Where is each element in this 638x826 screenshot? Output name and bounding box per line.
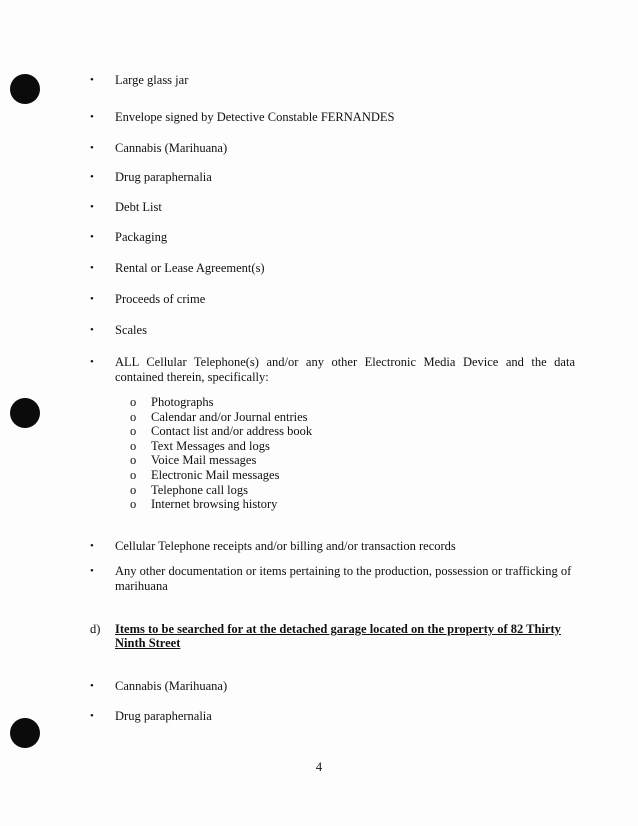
bullet-marker: • [90, 324, 94, 336]
sub-list-item [130, 483, 430, 498]
list-item-text: Packaging [115, 230, 168, 244]
section-letter: d) [90, 622, 101, 636]
list-item-text: ALL Cellular Telephone(s) and/or any other Electronic Media Device and the data contained therein, specifically: [115, 355, 575, 384]
sub-list-item [130, 410, 430, 425]
bullet-marker: • [90, 171, 94, 183]
sub-bullet-marker: o [130, 453, 137, 468]
list-item-text: Scales [115, 323, 147, 337]
sub-bullet-marker: o [130, 409, 137, 424]
bullet-marker: • [90, 142, 94, 154]
section-heading: Items to be searched for at the detached garage located on the property of 82 Thirty Ninth Street [115, 622, 561, 650]
sub-list-item [130, 439, 430, 454]
sub-list-item [130, 468, 430, 483]
bullet-marker: • [90, 262, 94, 274]
bullet-marker: • [90, 293, 94, 305]
bullet-marker: • [90, 231, 94, 243]
sub-list-item [130, 395, 430, 410]
sub-list-item-text: Photographs [151, 395, 214, 409]
list-item-text: Envelope signed by Detective Constable FERNANDES [115, 110, 395, 124]
punch-hole [10, 398, 40, 428]
punch-hole [10, 74, 40, 104]
bullet-marker: • [90, 540, 94, 552]
list-item-text: Drug paraphernalia [115, 170, 212, 184]
sub-list-item-text: Telephone call logs [151, 482, 249, 497]
sub-list-item [130, 453, 430, 468]
sub-list-item-text: Contact list and/or address book [151, 424, 313, 439]
list-item-text: Any other documentation or items pertaining to the production, possession or trafficking of marihuana [115, 564, 572, 593]
sub-list [130, 395, 430, 512]
list-item-text: Debt List [115, 200, 162, 214]
sub-list-item-text: Electronic Mail messages [151, 467, 280, 482]
list-item-text: Rental or Lease Agreement(s) [115, 261, 265, 275]
sub-bullet-marker: o [130, 467, 137, 482]
list-item-text: Drug paraphernalia [115, 709, 212, 723]
sub-list-item-text: Calendar and/or Journal entries [151, 409, 308, 424]
list-item-text: Cannabis (Marihuana) [115, 141, 228, 155]
sub-bullet-marker: o [130, 424, 137, 439]
bullet-marker: • [90, 74, 94, 86]
bullet-marker: • [90, 680, 94, 692]
sub-list-item-text: Voice Mail messages [151, 453, 257, 468]
sub-bullet-marker: o [130, 438, 137, 453]
bullet-marker: • [90, 201, 94, 213]
list-item-text: Cannabis (Marihuana) [115, 679, 228, 693]
list-item-text: Cellular Telephone receipts and/or billing and/or transaction records [115, 539, 456, 553]
list-item-text: Proceeds of crime [115, 292, 206, 306]
page-number: 4 [315, 760, 323, 774]
sub-bullet-marker: o [130, 395, 137, 409]
sub-list-item [130, 424, 430, 439]
sub-bullet-marker: o [130, 482, 137, 497]
bullet-marker: • [90, 710, 94, 722]
list-item-text: Large glass jar [115, 73, 189, 87]
bullet-marker: • [90, 356, 94, 368]
punch-hole [10, 718, 40, 748]
bullet-marker: • [90, 111, 94, 123]
sub-list-item [130, 497, 430, 512]
sub-list-item-text: Text Messages and logs [151, 438, 270, 453]
bullet-marker: • [90, 565, 94, 577]
sub-bullet-marker: o [130, 497, 137, 512]
sub-list-item-text: Internet browsing history [151, 497, 278, 512]
